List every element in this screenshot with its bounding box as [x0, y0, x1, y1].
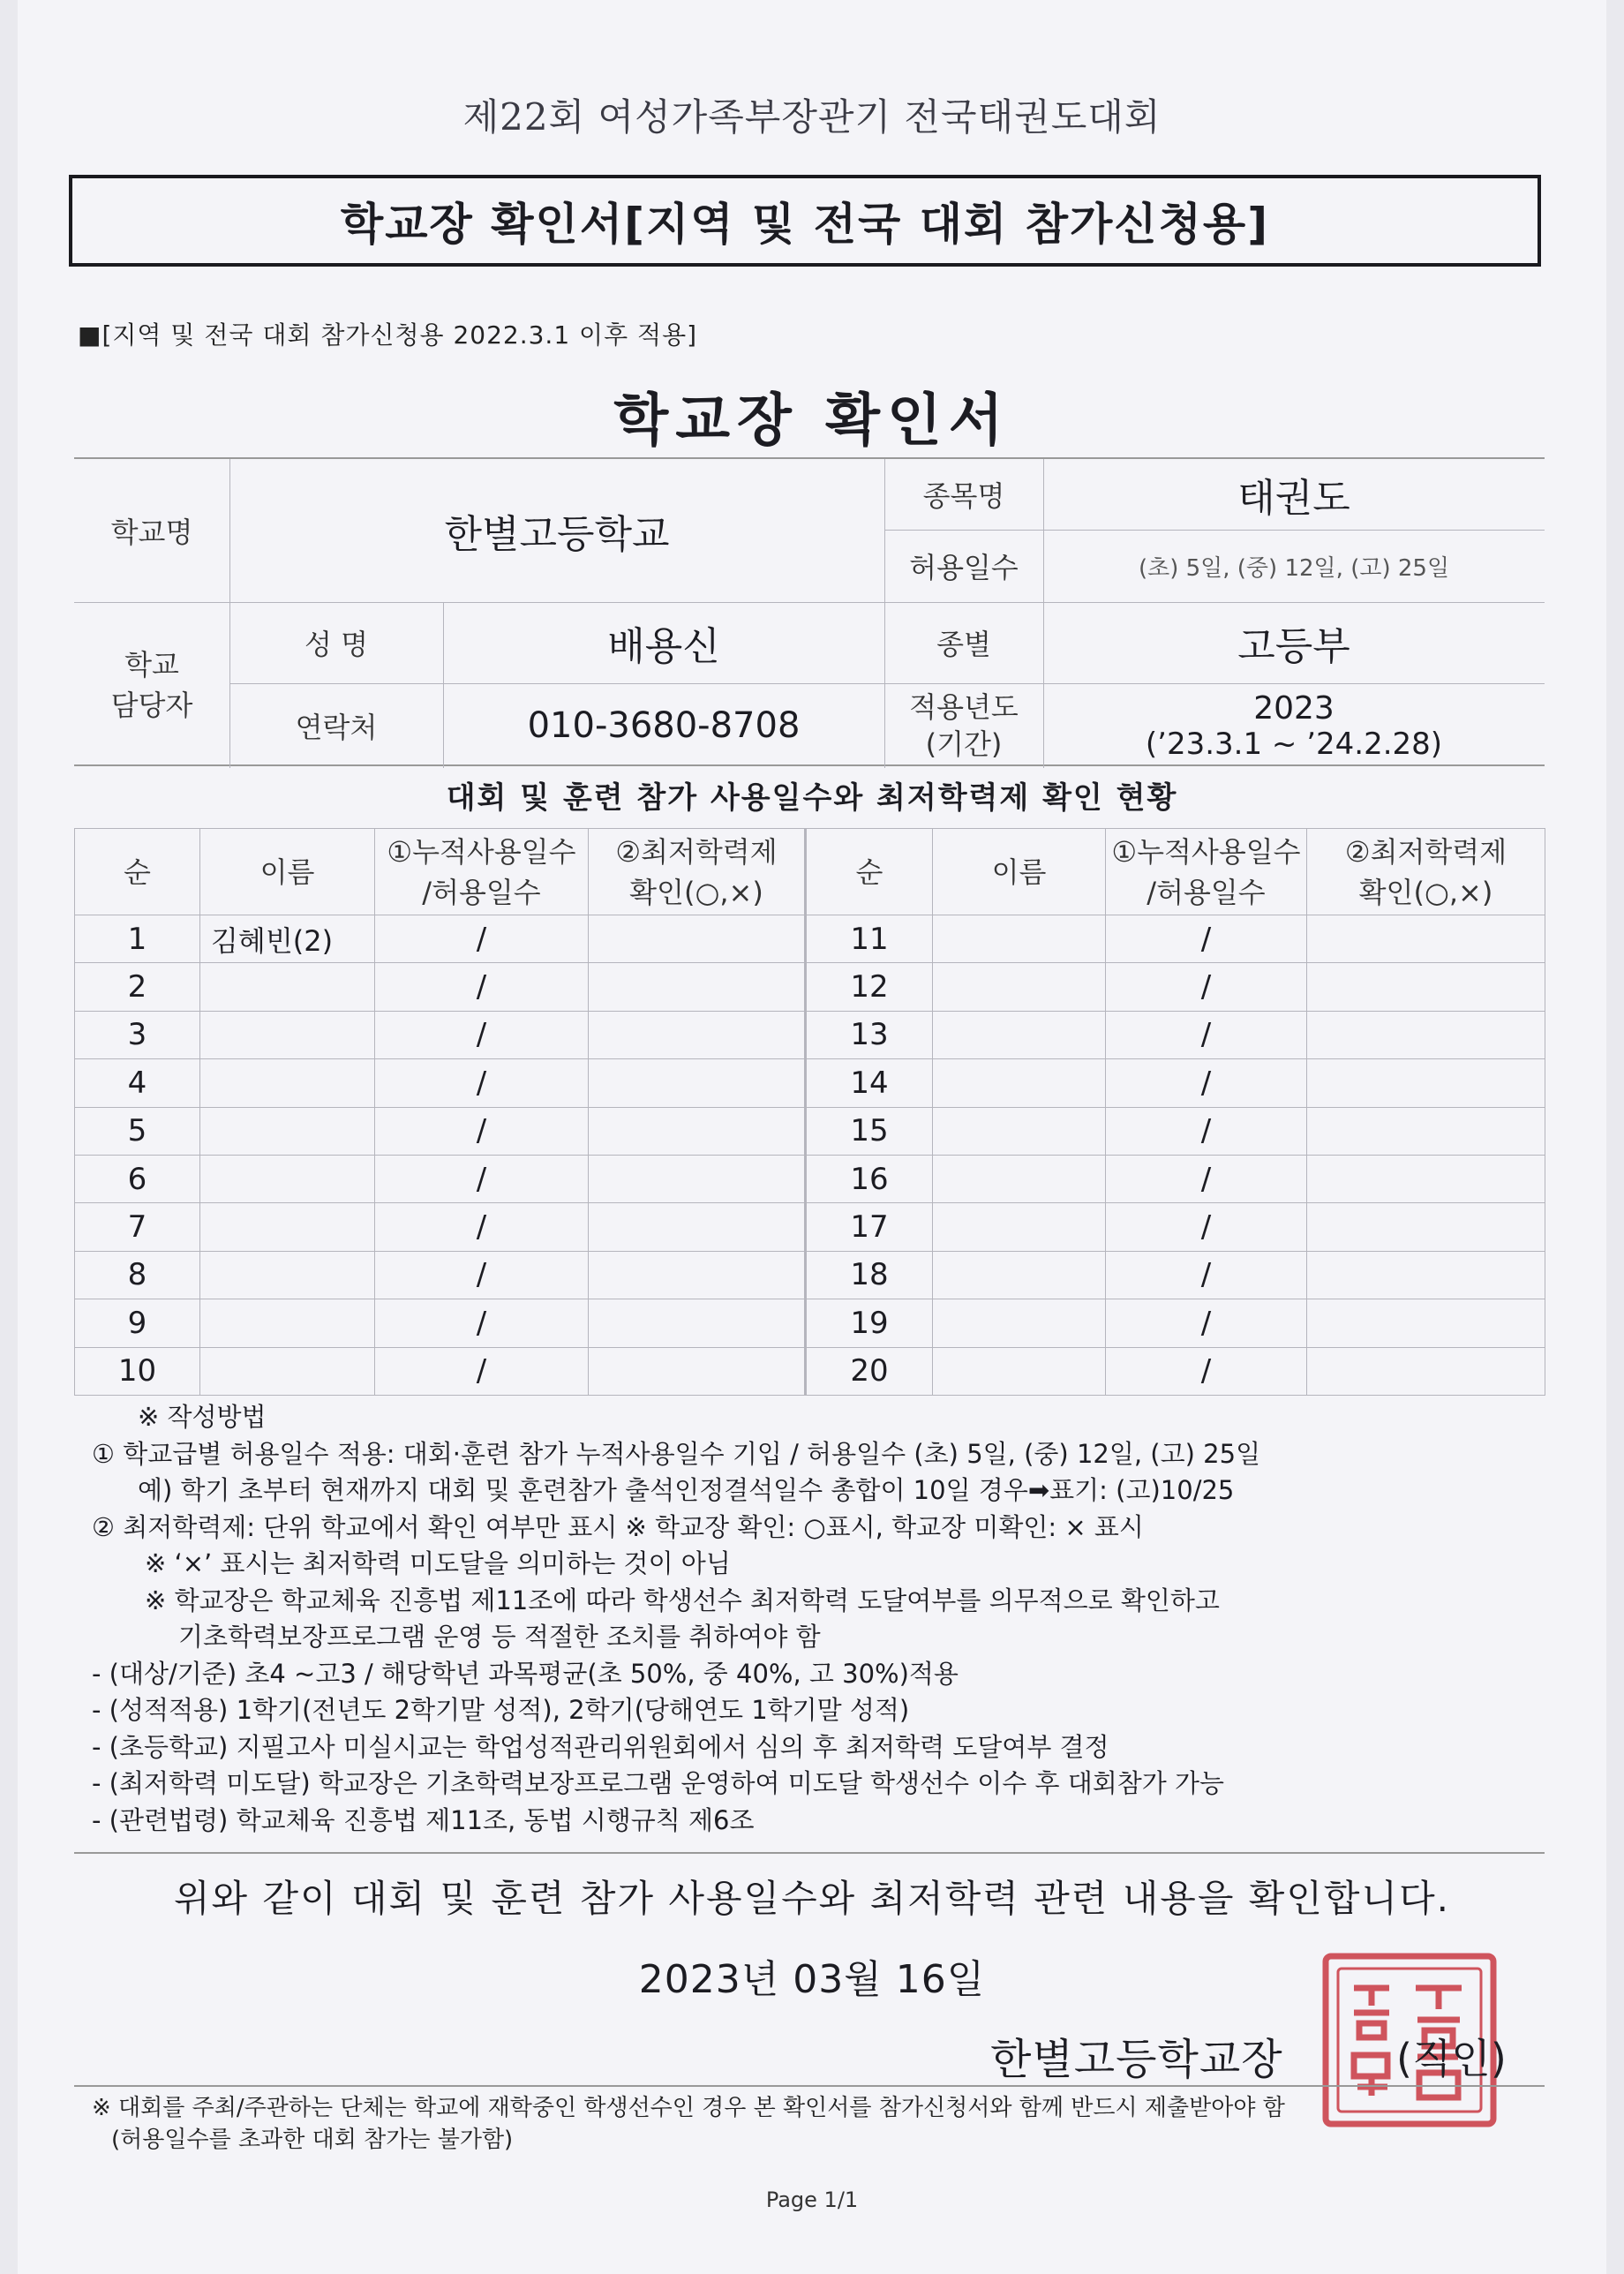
header-name: 이름 [933, 829, 1106, 915]
header-academic: ②최저학력제 확인(○,×) [589, 829, 806, 915]
academic-cell [1307, 1299, 1545, 1347]
days-cell: / [1106, 1203, 1307, 1251]
principal-name: 한별고등학교장 [990, 2035, 1283, 2084]
athlete-name [933, 915, 1106, 963]
row-no: 9 [75, 1299, 200, 1347]
table-row [75, 1155, 1545, 1202]
divider [74, 2085, 1545, 2087]
academic-cell [1307, 1155, 1545, 1202]
athlete-name [200, 1203, 375, 1251]
table-row [75, 1203, 1545, 1251]
table-row [75, 1299, 1545, 1347]
days-cell: / [375, 1251, 589, 1299]
athlete-name [200, 963, 375, 1011]
athlete-name: 김혜빈(2) [200, 915, 375, 963]
row-no: 7 [75, 1203, 200, 1251]
days-cell: / [375, 915, 589, 963]
days-cell: / [1106, 915, 1307, 963]
academic-cell [1307, 915, 1545, 963]
athlete-name [200, 1251, 375, 1299]
row-no: 11 [806, 915, 933, 963]
athlete-name [933, 1251, 1106, 1299]
days-cell: / [1106, 963, 1307, 1011]
school-label: 학교명 [110, 516, 193, 549]
form-title: 학교장 확인서[지역 및 전국 대회 참가신청용] [69, 175, 1541, 267]
event-title: 제22회 여성가족부장관기 전국태권도대회 [462, 95, 1162, 139]
row-no: 16 [806, 1155, 933, 1202]
academic-cell [589, 1299, 806, 1347]
instruction-line: - (관련법령) 학교체육 진흥법 제11조, 동법 시행규칙 제6조 [92, 1804, 755, 1835]
days-cell: / [375, 1347, 589, 1395]
academic-cell [1307, 963, 1545, 1011]
days-cell: / [375, 1011, 589, 1058]
days-cell: / [375, 1107, 589, 1155]
manager-name-label: 성 명 [304, 628, 368, 661]
row-no: 8 [75, 1251, 200, 1299]
document-page [18, 0, 1606, 2274]
table-row [75, 1059, 1545, 1107]
year-label: 적용년도 (기간) [909, 690, 1019, 761]
contact-value: 010-3680-8708 [527, 705, 801, 746]
days-cell: / [1106, 1299, 1307, 1347]
header-academic: ②최저학력제 확인(○,×) [1307, 829, 1545, 915]
instruction-line: - (성적적용) 1학기(전년도 2학기말 성적), 2학기(당해연도 1학기말 성적) [92, 1695, 910, 1725]
roster-header-row [75, 829, 1545, 915]
row-no: 12 [806, 963, 933, 1011]
days-cell: / [1106, 1107, 1307, 1155]
athlete-name [200, 1059, 375, 1107]
allowed-days-label: 허용일수 [909, 551, 1019, 584]
row-no: 17 [806, 1203, 933, 1251]
instruction-line: ※ 학교장은 학교체육 진흥법 제11조에 따라 학생선수 최저학력 도달여부를 의무적으로 확인하고 [145, 1585, 1220, 1615]
footer-note-line: ※ 대회를 주최/주관하는 단체는 학교에 재학중인 학생선수인 경우 본 확인서를 참가신청서와 함께 반드시 제출받아야 함 [92, 2095, 1285, 2121]
row-no: 6 [75, 1155, 200, 1202]
athlete-name [933, 1107, 1106, 1155]
document-title: 학교장 확인서 [613, 388, 1011, 454]
athlete-name [933, 1059, 1106, 1107]
row-no: 15 [806, 1107, 933, 1155]
footer-note-line: (허용일수를 초과한 대회 참가는 불가함) [111, 2127, 514, 2153]
academic-cell [1307, 1107, 1545, 1155]
instruction-line: ※ ‘×’ 표시는 최저학력 미도달을 의미하는 것이 아님 [145, 1548, 731, 1578]
confirm-statement: 위와 같이 대회 및 훈련 참가 사용일수와 최저학력 관련 내용을 확인합니다. [173, 1877, 1451, 1920]
header-days: ①누적사용일수 /허용일수 [375, 829, 589, 915]
academic-cell [589, 1203, 806, 1251]
days-cell: / [1106, 1155, 1307, 1202]
row-no: 5 [75, 1107, 200, 1155]
header-days: ①누적사용일수 /허용일수 [1106, 829, 1307, 915]
academic-cell [589, 963, 806, 1011]
header-no: 순 [75, 829, 200, 915]
academic-cell [1307, 1347, 1545, 1395]
year-cell [1043, 683, 1545, 768]
row-no: 2 [75, 963, 200, 1011]
instruction-line: 예) 학기 초부터 현재까지 대회 및 훈련참가 출석인정결석일수 총합이 10일 경우➡표기: (고)10/25 [138, 1475, 1235, 1505]
row-no: 13 [806, 1011, 933, 1058]
academic-cell [1307, 1251, 1545, 1299]
academic-cell [589, 915, 806, 963]
page-number: Page 1/1 [765, 2187, 859, 2212]
section-heading: 대회 및 훈련 참가 사용일수와 최저학력제 확인 현황 [446, 780, 1178, 816]
instruction-line: 기초학력보장프로그램 운영 등 적절한 조치를 취하여야 함 [178, 1622, 821, 1652]
table-row [75, 915, 1545, 963]
header-no: 순 [806, 829, 933, 915]
info-grid [74, 457, 1545, 766]
roster-table [74, 828, 1545, 1396]
academic-cell [1307, 1011, 1545, 1058]
instruction-line: - (대상/기준) 초4 ~고3 / 해당학년 과목평균(초 50%, 중 40%, 고 30%)적용 [92, 1658, 959, 1689]
seal-mark: (직인) [1396, 2035, 1507, 2082]
table-row [75, 963, 1545, 1011]
days-cell: / [375, 1299, 589, 1347]
days-cell: / [375, 963, 589, 1011]
row-no: 20 [806, 1347, 933, 1395]
seal-glyph-stroke [1354, 1988, 1389, 2037]
academic-cell [589, 1251, 806, 1299]
instruction-line: ① 학교급별 허용일수 적용: 대회·훈련 참가 누적사용일수 기입 / 허용일수 (초) 5일, (중) 12일, (고) 25일 [92, 1438, 1261, 1469]
days-cell: / [1106, 1347, 1307, 1395]
athlete-name [200, 1107, 375, 1155]
row-no: 10 [75, 1347, 200, 1395]
academic-cell [589, 1011, 806, 1058]
academic-cell [589, 1059, 806, 1107]
table-row [75, 1251, 1545, 1299]
days-cell: / [375, 1203, 589, 1251]
year-value: 2023 [1253, 689, 1335, 727]
academic-cell [1307, 1203, 1545, 1251]
manager-label: 학교 담당자 [110, 648, 193, 722]
sport-value: 태권도 [1237, 476, 1350, 521]
row-no: 19 [806, 1299, 933, 1347]
academic-cell [589, 1347, 806, 1395]
days-cell: / [375, 1059, 589, 1107]
athlete-name [933, 1011, 1106, 1058]
school-name: 한별고등학교 [444, 512, 670, 557]
contact-label: 연락처 [295, 711, 378, 744]
manager-name: 배용신 [607, 624, 720, 669]
applicability-note: ■[지역 및 전국 대회 참가신청용 2022.3.1 이후 적용] [78, 320, 698, 350]
athlete-name [933, 1347, 1106, 1395]
athlete-name [200, 1299, 375, 1347]
athlete-name [933, 1299, 1106, 1347]
issue-date: 2023년 03월 16일 [638, 1957, 986, 2002]
header-name: 이름 [200, 829, 375, 915]
athlete-name [933, 1155, 1106, 1202]
row-no: 14 [806, 1059, 933, 1107]
instruction-line: ② 최저학력제: 단위 학교에서 확인 여부만 표시 ※ 학교장 확인: ○표시, 학교장 미확인: × 표시 [92, 1511, 1144, 1542]
athlete-name [933, 963, 1106, 1011]
instructions [92, 1399, 1557, 1839]
seal-glyph-stroke [1354, 2055, 1387, 2096]
divider [74, 1852, 1545, 1854]
table-row [75, 1347, 1545, 1395]
sport-label: 종목명 [922, 479, 1005, 513]
period-value: (’23.3.1 ~ ’24.2.28) [1145, 726, 1443, 762]
row-no: 18 [806, 1251, 933, 1299]
table-row [75, 1011, 1545, 1058]
academic-cell [589, 1107, 806, 1155]
athlete-name [200, 1347, 375, 1395]
instruction-line: - (최저학력 미도달) 학교장은 기초학력보장프로그램 운영하여 미도달 학생선수 이수 후 대회참가 가능 [92, 1768, 1225, 1798]
athlete-name [200, 1011, 375, 1058]
row-no: 4 [75, 1059, 200, 1107]
allowed-days-value: (초) 5일, (중) 12일, (고) 25일 [1138, 554, 1450, 582]
days-cell: / [1106, 1251, 1307, 1299]
table-row [75, 1107, 1545, 1155]
footer-note [92, 2092, 1285, 2156]
days-cell: / [1106, 1011, 1307, 1058]
division-label: 종별 [936, 628, 991, 661]
row-no: 1 [75, 915, 200, 963]
athlete-name [200, 1155, 375, 1202]
instruction-line: - (초등학교) 지필고사 미실시교는 학업성적관리위원회에서 심의 후 최저학력 도달여부 결정 [92, 1731, 1109, 1762]
division-value: 고등부 [1237, 624, 1350, 669]
academic-cell [1307, 1059, 1545, 1107]
athlete-name [933, 1203, 1106, 1251]
instruction-line: ※ 작성방법 [138, 1402, 267, 1432]
days-cell: / [1106, 1059, 1307, 1107]
row-no: 3 [75, 1011, 200, 1058]
academic-cell [589, 1155, 806, 1202]
days-cell: / [375, 1155, 589, 1202]
